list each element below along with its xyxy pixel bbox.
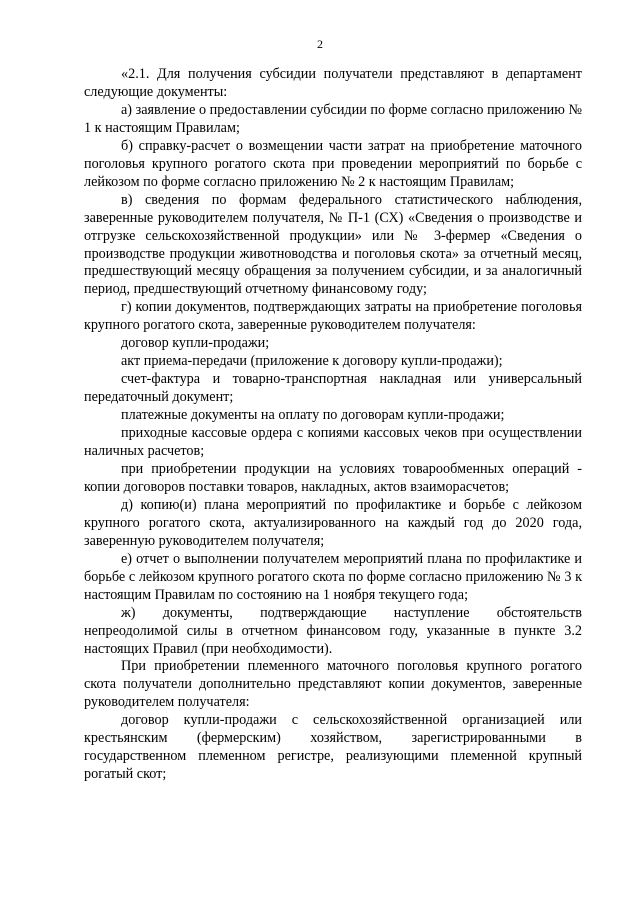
paragraph-subitem: платежные документы на оплату по договорам купли-продажи; (121, 407, 505, 424)
paragraph-item-b: б) справку-расчет о возмещении части затрат на приобретение маточного поголовья крупного рогатого скота при проведении мероприятий по борьбе с лейкозом по форме согласно приложению № 2 к настоящим Правилам; (84, 137, 582, 190)
page-number: 2 (317, 37, 323, 51)
paragraph-subitem: при приобретении продукции на условиях товарообменных операций - копии договоров поставки товаров, накладных, актов взаиморасчетов; (84, 460, 582, 495)
paragraph-item-zh: ж) документы, подтверждающие наступление обстоятельств непреодолимой силы в отчетном финансовом году, указанные в пункте 3.2 настоящих Правил (при необходимости). (84, 604, 582, 657)
paragraph-item-d: д) копию(и) плана мероприятий по профилактике и борьбе с лейкозом крупного рогатого скота, актуализированного на каждый год до 2020 года, заверенную руководителем получателя; (84, 496, 582, 549)
paragraph-item-v: в) сведения по формам федерального статистического наблюдения, заверенные руководителем получателя, № П-1 (СХ) «Сведения о производстве и отгрузке сельскохозяйственной продукции» или № 3-фермер «Сведения о производстве продукции животноводства и поголовья скота» за отчетный месяц, предшествующий месяцу обращения за получением субсидии, и за аналогичный период, предшествующий отчетному финансовому году; (84, 191, 582, 298)
paragraph-breeding-intro: При приобретении племенного маточного поголовья крупного рогатого скота получатели дополнительно представляют копии документов, заверенные руководителем получателя: (84, 658, 582, 711)
paragraph-intro: «2.1. Для получения субсидии получатели представляют в департамент следующие документы: (84, 66, 582, 100)
paragraph-subitem: договор купли-продажи с сельскохозяйственной организацией или крестьянским (фермерским) хозяйством, зарегистрированными в государственном племенном регистре, реализующими племенной крупный рогатый скот; (84, 712, 582, 783)
paragraph-subitem: договор купли-продажи; (121, 335, 270, 352)
paragraph-item-g: г) копии документов, подтверждающих затраты на приобретение поголовья крупного рогатого скота, заверенные руководителем получателя: (84, 299, 582, 334)
paragraph-item-e: е) отчет о выполнении получателем мероприятий плана по профилактике и борьбе с лейкозом крупного рогатого скота по форме согласно приложению № 3 к настоящим Правилам по состоянию на 1 ноября текущего года; (84, 550, 582, 603)
document-body (84, 66, 582, 784)
paragraph-subitem: акт приема-передачи (приложение к договору купли-продажи); (121, 353, 503, 370)
paragraph-item-a: а) заявление о предоставлении субсидии по форме согласно приложению № 1 к настоящим Правилам; (84, 101, 582, 136)
paragraph-subitem: приходные кассовые ордера с копиями кассовых чеков при осуществлении наличных расчетов; (84, 425, 582, 460)
paragraph-subitem: счет-фактура и товарно-транспортная накладная или универсальный передаточный документ; (84, 371, 582, 406)
